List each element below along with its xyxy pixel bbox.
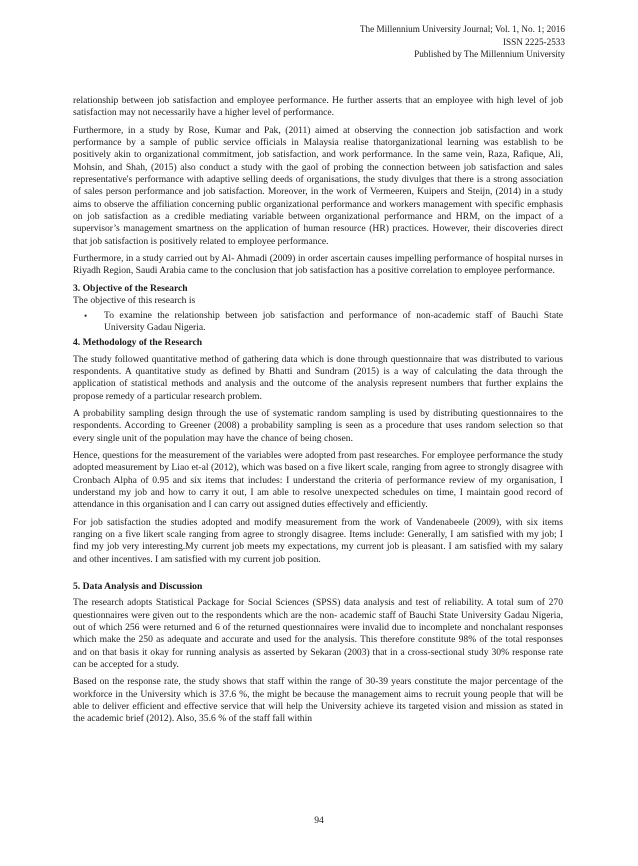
paragraph-continued: relationship between job satisfaction and employee performance. He further asserts that an employee with high level of job satisfaction may not necessarily have a higher level of performance. bbox=[73, 95, 563, 119]
journal-title: The Millennium University Journal; Vol. 1, No. 1; 2016 bbox=[359, 24, 565, 34]
objective-text: To examine the relationship between job satisfaction and performance of non-academic staff of Bauchi State University Gadau Nigeria. bbox=[104, 309, 563, 333]
objective-intro: The objective of this research is bbox=[73, 295, 196, 307]
section-5-heading: 5. Data Analysis and Discussion bbox=[73, 581, 203, 593]
bullet-icon: • bbox=[84, 310, 88, 321]
section-4-heading: 4. Methodology of the Research bbox=[73, 337, 203, 349]
article-body bbox=[73, 95, 563, 731]
objective-list bbox=[73, 310, 563, 335]
list-item bbox=[73, 310, 563, 335]
page-number: 94 bbox=[314, 815, 324, 826]
issn: ISSN 2225-2533 bbox=[502, 36, 565, 47]
paragraph-al-ahmadi: Furthermore, in a study carried out by Al- Ahmadi (2009) in order ascertain causes impelling performance of hospital nurses in Riyadh Region, Saudi Arabia came to the conclusion that job satisfaction has a positive correlation to employee performance. bbox=[73, 253, 563, 277]
paragraph-rose-kumar-pak: Furthermore, in a study by Rose, Kumar and Pak, (2011) aimed at observing the connection job satisfaction and work performance by a sample of public service officials in Malaysia realise thatorganizational learning was establish to be positively akin to organizational commitment, job satisfaction, and work performance. In the same vein, Raza, Rafique, Ali, Mohsin, and Shah, (2015) also conduct a study with the gaol of probing the connection between job satisfaction and sales representative's performance with adaptive selling deeds of organisations, the study divulges that there is a strong association of sales person performance and job satisfaction. Moreover, in the work of Vermeeren, Kuipers and Steijn, (2014) in a study aims to observe the affiliation concerning public organizational performance and workers management with specific emphasis on job satisfaction as a credible mediating variable between organizational performance and HRM, on the impact of a supervisor’s management smartness on the application of human resource (HR) practices. However, their discoveries direct that job satisfaction is positively related to employee performance. bbox=[73, 124, 563, 247]
analysis-paragraph-1: The research adopts Statistical Package for Social Sciences (SPSS) data analysis and test of reliability. A total sum of 270 questionnaires were given out to the respondents which are the non- academic staff of Bauchi State University Gadau Nigeria, out of which 256 were returned and 6 of the returned questionnaires were invalid due to incomplete and nonchalant responses which make the 250 as adequate and accurate and used for the analysis. This therefore constitute 98% of the total responses and on that basis it okay for running analysis as asserted by Sekaran (2003) that in a cross-sectional study 30% response rate can be accepted for a study. bbox=[73, 597, 563, 671]
methodology-paragraph-1: The study followed quantitative method of gathering data which is done through questionnaire that was distributed to various respondents. A quantitative study as defined by Bhatti and Sundram (2015) is a way of calculating the data through the application of statistical methods and analysis and the outcome of the analysis represent numbers that further explains the propose remedy of a particular research problem. bbox=[73, 353, 563, 402]
section-spacer bbox=[73, 571, 563, 581]
analysis-paragraph-2: Based on the response rate, the study shows that staff within the range of 30-39 years constitute the major percentage of the workforce in the University which is 37.6 %, the might be because the management aims to recruit young people that will be able to deliver efficient and effective service that will help the University achieve its targeted vision and mission as stated in the academic brief (2012). Also, 35.6 % of the staff fall within bbox=[73, 676, 563, 725]
methodology-paragraph-4: For job satisfaction the studies adopted and modify measurement from the work of Vandenabeele (2009), with six items ranging on a five likert scale ranging from agree to strongly disagree. Items include: Generally, I am satisfied with my job; I find my job very interesting.My current job meets my expectations, my current job is pleasant. I am satisfied with my salary and other incentives. I am satisfied with my current job position. bbox=[73, 516, 563, 565]
section-3-heading: 3. Objective of the Research bbox=[73, 282, 188, 294]
methodology-paragraph-3: Hence, questions for the measurement of the variables were adopted from past researches. For employee performance the study adopted measurement by Liao et-al (2012), which was based on a five likert scale, ranging from agree to strongly disagree with Cronbach Alpha of 0.95 and six items that includes: I understand the criteria of performance review of my organisation, I understand my job and how to carry it out, I am able to resolve unexpected schedules on time, I maintain good record of attendance in this organisation and I can carry out assigned duties effectively and efficiently. bbox=[73, 449, 563, 511]
running-header bbox=[360, 23, 565, 61]
methodology-paragraph-2: A probability sampling design through the use of systematic random sampling is used by distributing questionnaires to the respondents. According to Greener (2008) a probability sampling is seen as a procedure that uses random selection so that every single unit of the population may have the chance of being chosen. bbox=[73, 407, 563, 444]
publisher: Published by The Millennium University bbox=[414, 49, 565, 59]
